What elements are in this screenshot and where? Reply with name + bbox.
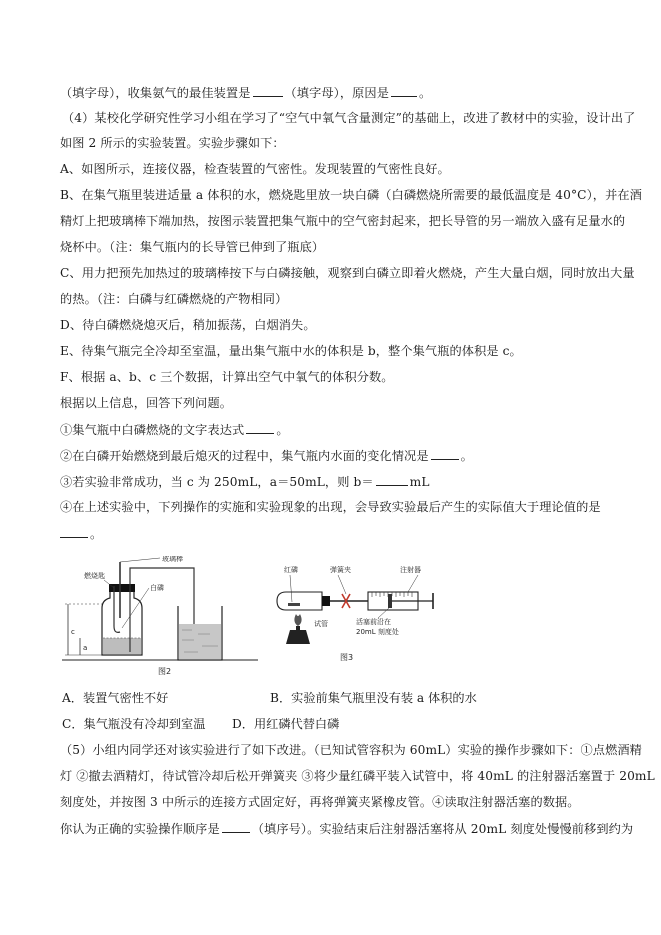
leader-line xyxy=(120,558,160,562)
text-segment: ①集气瓶中白磷燃烧的文字表达式 xyxy=(60,423,245,437)
figure-3-apparatus xyxy=(268,560,443,670)
text-line: （5）小组内同学还对该实验进行了如下改进。（已知试管容积为 60mL）实验的操作步骤如下：①点燃酒精 xyxy=(60,743,642,757)
text-segment: ③若实验非常成功，当 c 为 250mL，a＝50mL，则 b＝ xyxy=(60,475,374,489)
leader-line xyxy=(338,575,346,594)
text-segment: 。 xyxy=(419,86,432,100)
combustion-spoon xyxy=(114,586,120,632)
leader-line xyxy=(408,575,418,592)
label-spring-clamp: 弹簧夹 xyxy=(330,566,351,574)
text-segment: 你认为正确的实验操作顺序是 xyxy=(60,822,220,836)
answer-blank[interactable] xyxy=(60,525,88,538)
figure-3-caption: 图3 xyxy=(340,653,354,662)
label-syringe: 注射器 xyxy=(400,566,421,574)
option-a[interactable]: A．装置气密性不好 xyxy=(62,691,169,705)
answer-blank[interactable] xyxy=(222,820,250,833)
label-spoon: 燃烧匙 xyxy=(84,572,105,580)
text-line: 根据以上信息，回答下列问题。 xyxy=(60,396,233,410)
answer-blank[interactable] xyxy=(391,84,417,97)
text-line: 刻度处，并按图 3 中所示的连接方式固定好，再将弹簧夹紧橡皮管。④读取注射器活塞的数据。 xyxy=(60,795,580,809)
rubber-stopper xyxy=(109,584,135,592)
text-segment: （填字母），收集氨气的最佳装置是 xyxy=(60,86,251,100)
text-segment: mL xyxy=(409,475,430,489)
text-line: 精灯上把玻璃棒下端加热，按图示装置把集气瓶中的空气密封起来，把长导管的另一端放入盛有足量水的 xyxy=(60,214,626,228)
text-segment: （填序号）。实验结束后注射器活塞将从 20mL 刻度处慢慢前移到约为 xyxy=(251,822,634,836)
text-segment: 。 xyxy=(276,423,289,437)
figure-2-apparatus xyxy=(62,556,262,676)
text-line xyxy=(60,447,608,465)
beaker-water xyxy=(179,624,221,659)
text-line: D、待白磷燃烧熄灭后，稍加振荡，白烟消失。 xyxy=(60,318,316,332)
bottle-water xyxy=(103,638,141,654)
option-d[interactable]: D．用红磷代替白磷 xyxy=(232,717,340,731)
syringe-piston xyxy=(388,594,392,608)
text-line: A、如图所示，连接仪器，检查装置的气密性。发现装置的气密性良好。 xyxy=(60,162,450,176)
text-segment: （填字母），原因是 xyxy=(284,86,389,100)
text-line xyxy=(60,820,634,838)
text-line xyxy=(60,84,608,102)
text-line: F、根据 a、b、c 三个数据，计算出空气中氧气的体积分数。 xyxy=(60,370,394,384)
label-red-phosphorus: 红磷 xyxy=(284,566,298,574)
text-line: 烧杯中。（注：集气瓶内的长导管已伸到了瓶底） xyxy=(60,240,325,254)
option-c[interactable]: C．集气瓶没有冷却到室温 xyxy=(62,717,206,731)
label-piston-note-2: 20mL 刻度处 xyxy=(356,628,399,636)
lamp-wick xyxy=(296,626,300,630)
red-phosphorus xyxy=(288,603,300,606)
text-line: B、在集气瓶里装进适量 a 体积的水，燃烧匙里放一块白磷（白磷燃烧所需要的最低温度是 40°C），并在酒 xyxy=(60,188,642,202)
option-b[interactable]: B．实验前集气瓶里没有装 a 体积的水 xyxy=(270,691,477,705)
answer-blank[interactable] xyxy=(246,421,274,434)
leader-line xyxy=(122,588,149,628)
label-a: a xyxy=(83,644,88,652)
label-white-phosphorus: 白磷 xyxy=(150,584,164,592)
leader-line xyxy=(290,575,292,602)
label-c: c xyxy=(71,628,75,636)
text-line: （4）某校化学研究性学习小组在学习了“空气中氧气含量测定”的基础上，改进了教材中的实验，设计出了 xyxy=(62,111,636,125)
answer-blank[interactable] xyxy=(253,84,283,97)
text-line: 灯 ②撤去酒精灯，待试管冷却后松开弹簧夹 ③将少量红磷平装入试管中，将 40mL 的注射器活塞置于 20mL xyxy=(60,769,655,783)
text-line xyxy=(60,525,608,543)
test-tube xyxy=(277,592,322,610)
text-line xyxy=(60,473,608,491)
text-segment: ②在白磷开始燃烧到最后熄灭的过程中，集气瓶内水面的变化情况是 xyxy=(60,449,429,463)
flame xyxy=(294,614,301,626)
label-glass-rod: 玻璃棒 xyxy=(162,556,183,563)
text-line: 的热。（注：白磷与红磷燃烧的产物相同） xyxy=(60,292,288,306)
tube-stopper xyxy=(322,596,330,606)
alcohol-lamp xyxy=(286,630,310,644)
label-test-tube: 试管 xyxy=(314,620,328,628)
text-segment: 。 xyxy=(460,449,473,463)
text-segment: 。 xyxy=(90,527,103,541)
label-piston-note-1: 活塞前沿在 xyxy=(356,618,391,626)
figure-2-caption: 图2 xyxy=(158,667,172,676)
answer-blank[interactable] xyxy=(376,473,408,486)
text-line: ④在上述实验中，下列操作的实施和实验现象的出现，会导致实验最后产生的实际值大于理论值的是 xyxy=(60,500,601,514)
answer-blank[interactable] xyxy=(431,447,459,460)
text-line: E、待集气瓶完全冷却至室温，量出集气瓶中水的体积是 b，整个集气瓶的体积是 c。 xyxy=(60,344,522,358)
text-line: C、用力把预先加热过的玻璃棒按下与白磷接触，观察到白磷立即着火燃烧，产生大量白烟，同时放出大量 xyxy=(60,266,635,280)
text-line xyxy=(60,421,608,439)
text-line: 如图 2 所示的实验装置。实验步骤如下： xyxy=(60,136,285,150)
